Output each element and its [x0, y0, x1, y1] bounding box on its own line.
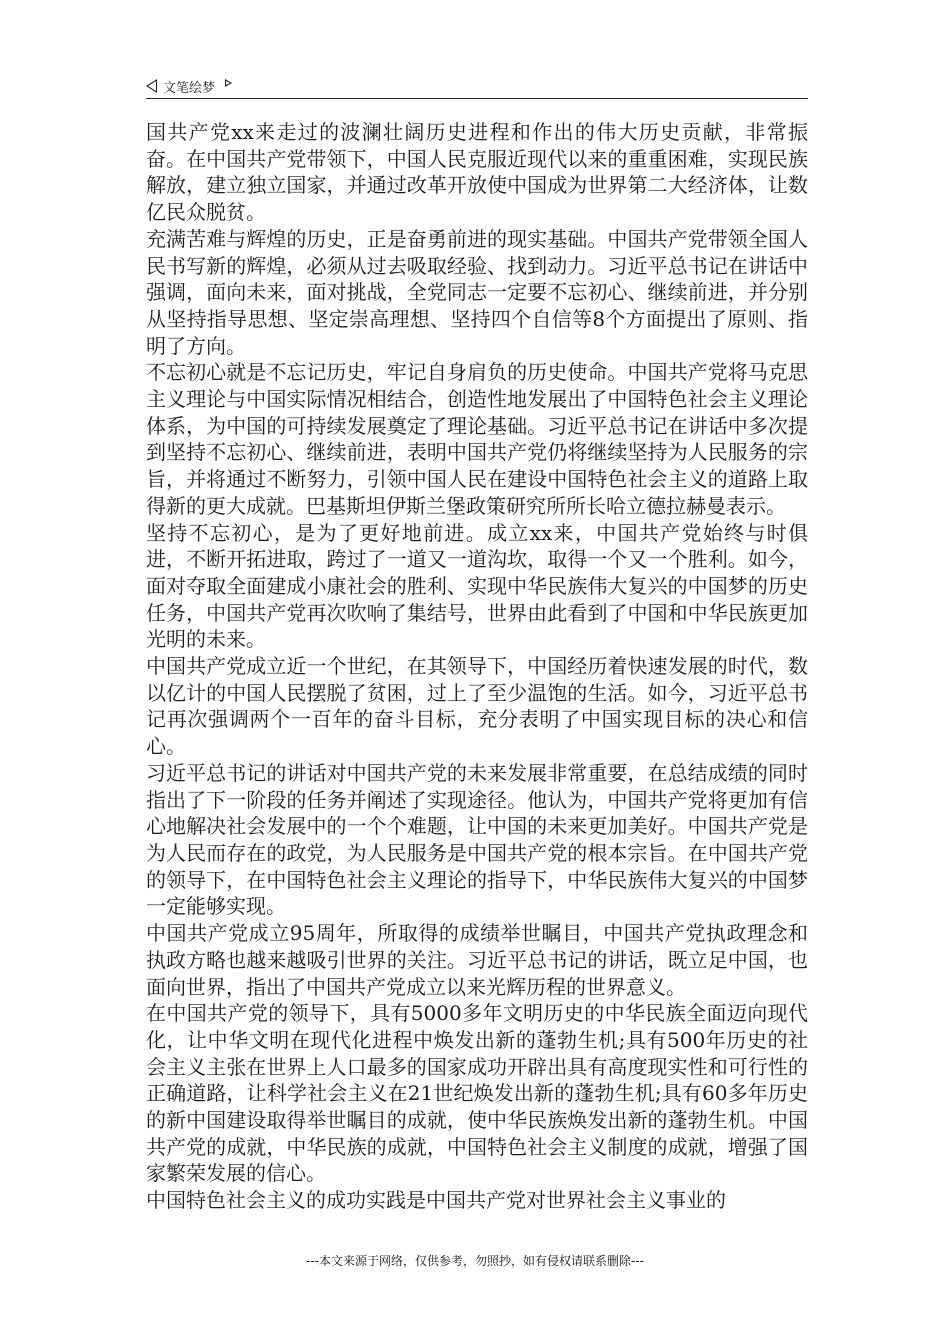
- header-brand: 文笔绘梦: [163, 80, 216, 96]
- page-header: [146, 74, 808, 99]
- paragraph: 在中国共产党的领导下，具有5000多年文明历史的中华民族全面迈向现代化，让中华文明在现代化进程中焕发出新的蓬勃生机;具有500年历史的社会主义主张在世界上人口最多的国家成功开辟出具有高度现实性和可行性的正确道路，让科学社会主义在21世纪焕发出新的蓬勃生机;具有60多年历史的新中国建设取得举世瞩目的成就，使中华民族焕发出新的蓬勃生机。中国共产党的成就，中华民族的成就，中国特色社会主义制度的成就，增强了国家繁荣发展的信心。: [146, 1001, 808, 1186]
- paragraph: 不忘初心就是不忘记历史，牢记自身肩负的历史使命。中国共产党将马克思主义理论与中国实际情况相结合，创造性地发展出了中国特色社会主义理论体系，为中国的可持续发展奠定了理论基础。习近平总书记在讲话中多次提到坚持不忘初心、继续前进，表明中国共产党仍将继续坚持为人民服务的宗旨，并将通过不断努力，引领中国人民在建设中国特色社会主义的道路上取得新的更大成就。巴基斯坦伊斯兰堡政策研究所所长哈立德拉赫曼表示。: [146, 360, 808, 518]
- paragraph: 中国共产党成立近一个世纪，在其领导下，中国经历着快速发展的时代，数以亿计的中国人民摆脱了贫困，过上了至少温饱的生活。如今，习近平总书记再次强调两个一百年的奋斗目标，充分表明了中国实现目标的决心和信心。: [146, 654, 808, 759]
- paragraph: 国共产党xx来走过的波澜壮阔历史进程和作出的伟大历史贡献，非常振奋。在中国共产党带领下，中国人民克服近现代以来的重重困难，实现民族解放，建立独立国家，并通过改革开放使中国成为世界第二大经济体，让数亿民众脱贫。: [146, 120, 808, 225]
- paragraph: 充满苦难与辉煌的历史，正是奋勇前进的现实基础。中国共产党带领全国人民书写新的辉煌，必须从过去吸取经验、找到动力。习近平总书记在讲话中强调，面向未来，面对挑战，全党同志一定要不忘初心、继续前进，并分别从坚持指导思想、坚定崇高理想、坚持四个自信等8个方面提出了原则、指明了方向。: [146, 226, 808, 358]
- triangle-right-icon: [225, 79, 232, 87]
- paragraph: 习近平总书记的讲话对中国共产党的未来发展非常重要，在总结成绩的同时指出了下一阶段的任务并阐述了实现途径。他认为，中国共产党将更加有信心地解决社会发展中的一个个难题，让中国的未来更加美好。中国共产党是为人民而存在的政党，为人民服务是中国共产党的根本宗旨。在中国共产党的领导下，在中国特色社会主义理论的指导下，中华民族伟大复兴的中国梦一定能够实现。: [146, 760, 808, 919]
- paragraph: 坚持不忘初心，是为了更好地前进。成立xx来，中国共产党始终与时俱进，不断开拓进取，跨过了一道又一道沟坎，取得一个又一个胜利。如今，面对夺取全面建成小康社会的胜利、实现中华民族伟大复兴的中国梦的历史任务，中国共产党再次吹响了集结号，世界由此看到了中国和中华民族更加光明的未来。: [146, 520, 808, 652]
- document-body: [146, 119, 808, 1214]
- page-footer-notice: ---本文来源于网络，仅供参考，勿照抄，如有侵权请联系删除---: [306, 1254, 644, 1268]
- triangle-left-icon: [146, 79, 157, 93]
- paragraph: 中国特色社会主义的成功实践是中国共产党对世界社会主义事业的: [146, 1188, 726, 1213]
- paragraph: 中国共产党成立95周年，所取得的成绩举世瞩目，中国共产党执政理念和执政方略也越来越吸引世界的关注。习近平总书记的讲话，既立足中国，也面向世界，指出了中国共产党成立以来光辉历程的世界意义。: [146, 921, 808, 999]
